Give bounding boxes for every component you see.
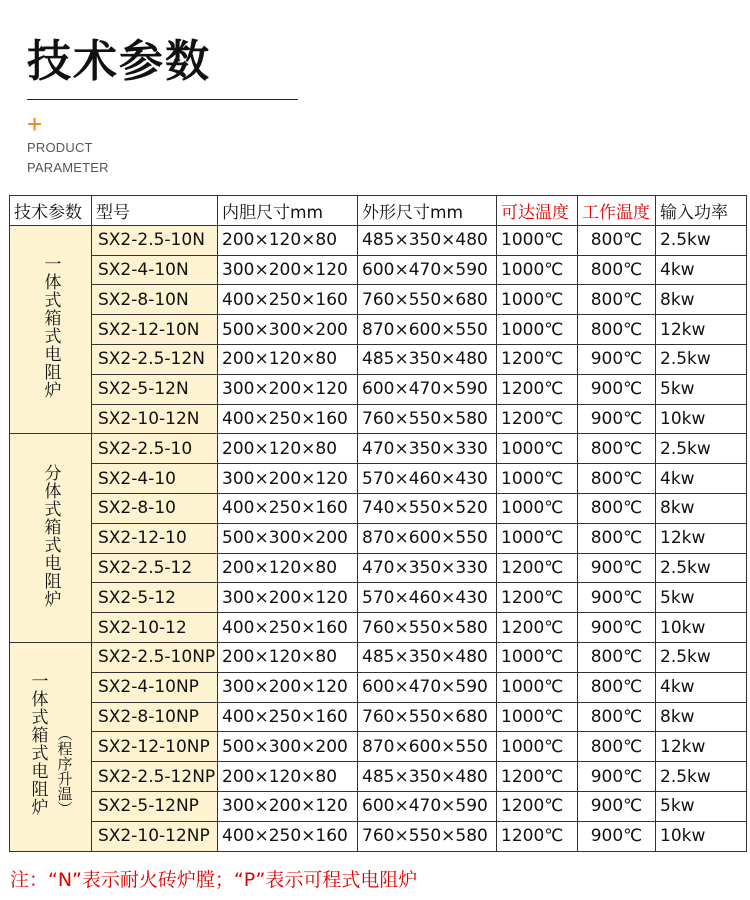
max-temp-cell: 1200℃ [497,821,578,851]
inner-size-cell: 300×200×120 [218,255,358,285]
col-header-inner-size: 内胆尺寸mm [218,196,358,226]
col-header-spec: 技术参数 [10,196,92,226]
work-temp-cell: 800℃ [578,732,656,762]
inner-size-cell: 400×250×160 [218,821,358,851]
outer-size-cell: 600×470×590 [358,791,497,821]
max-temp-cell: 1000℃ [497,672,578,702]
max-temp-cell: 1000℃ [497,315,578,345]
model-cell: SX2-5-12NP [92,791,218,821]
table-row [10,821,747,851]
power-cell: 8kw [656,493,747,523]
outer-size-cell: 485×350×480 [358,642,497,672]
work-temp-cell: 800℃ [578,434,656,464]
work-temp-cell: 900℃ [578,553,656,583]
model-cell: SX2-12-10 [92,523,218,553]
table-row [10,464,747,494]
work-temp-cell: 800℃ [578,702,656,732]
outer-size-cell: 485×350×480 [358,344,497,374]
title-underline [27,99,298,100]
power-cell: 5kw [656,583,747,613]
model-cell: SX2-2.5-12NP [92,762,218,792]
inner-size-cell: 500×300×200 [218,315,358,345]
inner-size-cell: 500×300×200 [218,732,358,762]
outer-size-cell: 600×470×590 [358,255,497,285]
table-row [10,493,747,523]
power-cell: 10kw [656,613,747,643]
model-cell: SX2-2.5-10N [92,225,218,255]
inner-size-cell: 300×200×120 [218,374,358,404]
category-cell [10,434,92,643]
inner-size-cell: 200×120×80 [218,434,358,464]
category-label: 一体式箱式电阻炉 [27,672,48,817]
footnote: 注：“N”表示耐火砖炉膛；“P”表示可程式电阻炉 [10,869,418,891]
work-temp-cell: 800℃ [578,255,656,285]
work-temp-cell: 800℃ [578,523,656,553]
inner-size-cell: 200×120×80 [218,344,358,374]
power-cell: 4kw [656,464,747,494]
parameter-table [9,195,747,852]
max-temp-cell: 1000℃ [497,255,578,285]
inner-size-cell: 300×200×120 [218,791,358,821]
work-temp-cell: 800℃ [578,672,656,702]
model-cell: SX2-10-12 [92,613,218,643]
col-header-outer-size: 外形尺寸mm [358,196,497,226]
power-cell: 8kw [656,285,747,315]
power-cell: 12kw [656,315,747,345]
subtitle-product: PRODUCT [27,140,93,155]
table-row [10,255,747,285]
page-title: 技术参数 [27,36,211,87]
model-cell: SX2-4-10N [92,255,218,285]
inner-size-cell: 500×300×200 [218,523,358,553]
max-temp-cell: 1000℃ [497,642,578,672]
model-cell: SX2-12-10N [92,315,218,345]
col-header-power: 输入功率 [656,196,747,226]
model-cell: SX2-10-12NP [92,821,218,851]
max-temp-cell: 1200℃ [497,613,578,643]
model-cell: SX2-8-10 [92,493,218,523]
table-row [10,732,747,762]
power-cell: 2.5kw [656,225,747,255]
inner-size-cell: 200×120×80 [218,642,358,672]
work-temp-cell: 900℃ [578,344,656,374]
max-temp-cell: 1000℃ [497,225,578,255]
inner-size-cell: 200×120×80 [218,553,358,583]
outer-size-cell: 870×600×550 [358,315,497,345]
model-cell: SX2-2.5-12N [92,344,218,374]
work-temp-cell: 800℃ [578,225,656,255]
power-cell: 2.5kw [656,434,747,464]
power-cell: 2.5kw [656,762,747,792]
outer-size-cell: 760×550×680 [358,702,497,732]
work-temp-cell: 900℃ [578,583,656,613]
model-cell: SX2-2.5-10NP [92,642,218,672]
table-row [10,613,747,643]
category-cell [10,642,92,851]
work-temp-cell: 900℃ [578,613,656,643]
table-row [10,374,747,404]
model-cell: SX2-5-12N [92,374,218,404]
power-cell: 4kw [656,672,747,702]
category-cell [10,225,92,434]
power-cell: 8kw [656,702,747,732]
power-cell: 5kw [656,791,747,821]
table-row [10,672,747,702]
max-temp-cell: 1200℃ [497,583,578,613]
max-temp-cell: 1000℃ [497,285,578,315]
work-temp-cell: 900℃ [578,821,656,851]
power-cell: 2.5kw [656,344,747,374]
plus-icon: + [27,109,43,139]
table-row [10,702,747,732]
power-cell: 5kw [656,374,747,404]
model-cell: SX2-2.5-12 [92,553,218,583]
outer-size-cell: 600×470×590 [358,374,497,404]
outer-size-cell: 570×460×430 [358,583,497,613]
outer-size-cell: 470×350×330 [358,553,497,583]
work-temp-cell: 800℃ [578,642,656,672]
outer-size-cell: 470×350×330 [358,434,497,464]
max-temp-cell: 1200℃ [497,404,578,434]
work-temp-cell: 900℃ [578,762,656,792]
work-temp-cell: 800℃ [578,464,656,494]
max-temp-cell: 1200℃ [497,344,578,374]
max-temp-cell: 1000℃ [497,434,578,464]
header-row [10,196,747,226]
power-cell: 12kw [656,523,747,553]
model-cell: SX2-4-10 [92,464,218,494]
category-note: （程序升温） [55,726,74,817]
model-cell: SX2-12-10NP [92,732,218,762]
inner-size-cell: 400×250×160 [218,285,358,315]
outer-size-cell: 740×550×520 [358,493,497,523]
model-cell: SX2-2.5-10 [92,434,218,464]
category-label: 一体式箱式电阻炉 [40,255,61,400]
work-temp-cell: 900℃ [578,404,656,434]
subtitle-parameter: PARAMETER [27,160,109,175]
table-row [10,523,747,553]
outer-size-cell: 760×550×680 [358,285,497,315]
max-temp-cell: 1200℃ [497,374,578,404]
power-cell: 2.5kw [656,642,747,672]
inner-size-cell: 200×120×80 [218,762,358,792]
table-row [10,315,747,345]
inner-size-cell: 300×200×120 [218,583,358,613]
category-label: 分体式箱式电阻炉 [40,463,61,608]
table-row [10,434,747,464]
outer-size-cell: 600×470×590 [358,672,497,702]
work-temp-cell: 900℃ [578,791,656,821]
inner-size-cell: 400×250×160 [218,493,358,523]
outer-size-cell: 485×350×480 [358,762,497,792]
table-row [10,285,747,315]
outer-size-cell: 760×550×580 [358,613,497,643]
max-temp-cell: 1200℃ [497,762,578,792]
inner-size-cell: 300×200×120 [218,672,358,702]
inner-size-cell: 400×250×160 [218,404,358,434]
table-row [10,553,747,583]
outer-size-cell: 870×600×550 [358,523,497,553]
power-cell: 12kw [656,732,747,762]
max-temp-cell: 1000℃ [497,464,578,494]
table-row [10,791,747,821]
max-temp-cell: 1000℃ [497,732,578,762]
table-row [10,762,747,792]
inner-size-cell: 200×120×80 [218,225,358,255]
model-cell: SX2-4-10NP [92,672,218,702]
table-row [10,344,747,374]
max-temp-cell: 1000℃ [497,702,578,732]
max-temp-cell: 1000℃ [497,523,578,553]
work-temp-cell: 800℃ [578,315,656,345]
work-temp-cell: 800℃ [578,285,656,315]
outer-size-cell: 485×350×480 [358,225,497,255]
power-cell: 4kw [656,255,747,285]
max-temp-cell: 1000℃ [497,493,578,523]
inner-size-cell: 400×250×160 [218,613,358,643]
inner-size-cell: 400×250×160 [218,702,358,732]
power-cell: 10kw [656,821,747,851]
table-row [10,642,747,672]
table-row [10,225,747,255]
model-cell: SX2-8-10NP [92,702,218,732]
inner-size-cell: 300×200×120 [218,464,358,494]
outer-size-cell: 760×550×580 [358,821,497,851]
power-cell: 2.5kw [656,553,747,583]
col-header-max-temp: 可达温度 [497,196,578,226]
model-cell: SX2-10-12N [92,404,218,434]
col-header-model: 型号 [92,196,218,226]
work-temp-cell: 900℃ [578,374,656,404]
table-row [10,404,747,434]
max-temp-cell: 1200℃ [497,553,578,583]
model-cell: SX2-5-12 [92,583,218,613]
outer-size-cell: 870×600×550 [358,732,497,762]
max-temp-cell: 1200℃ [497,791,578,821]
model-cell: SX2-8-10N [92,285,218,315]
outer-size-cell: 760×550×580 [358,404,497,434]
work-temp-cell: 800℃ [578,493,656,523]
col-header-work-temp: 工作温度 [578,196,656,226]
table-row [10,583,747,613]
outer-size-cell: 570×460×430 [358,464,497,494]
power-cell: 10kw [656,404,747,434]
